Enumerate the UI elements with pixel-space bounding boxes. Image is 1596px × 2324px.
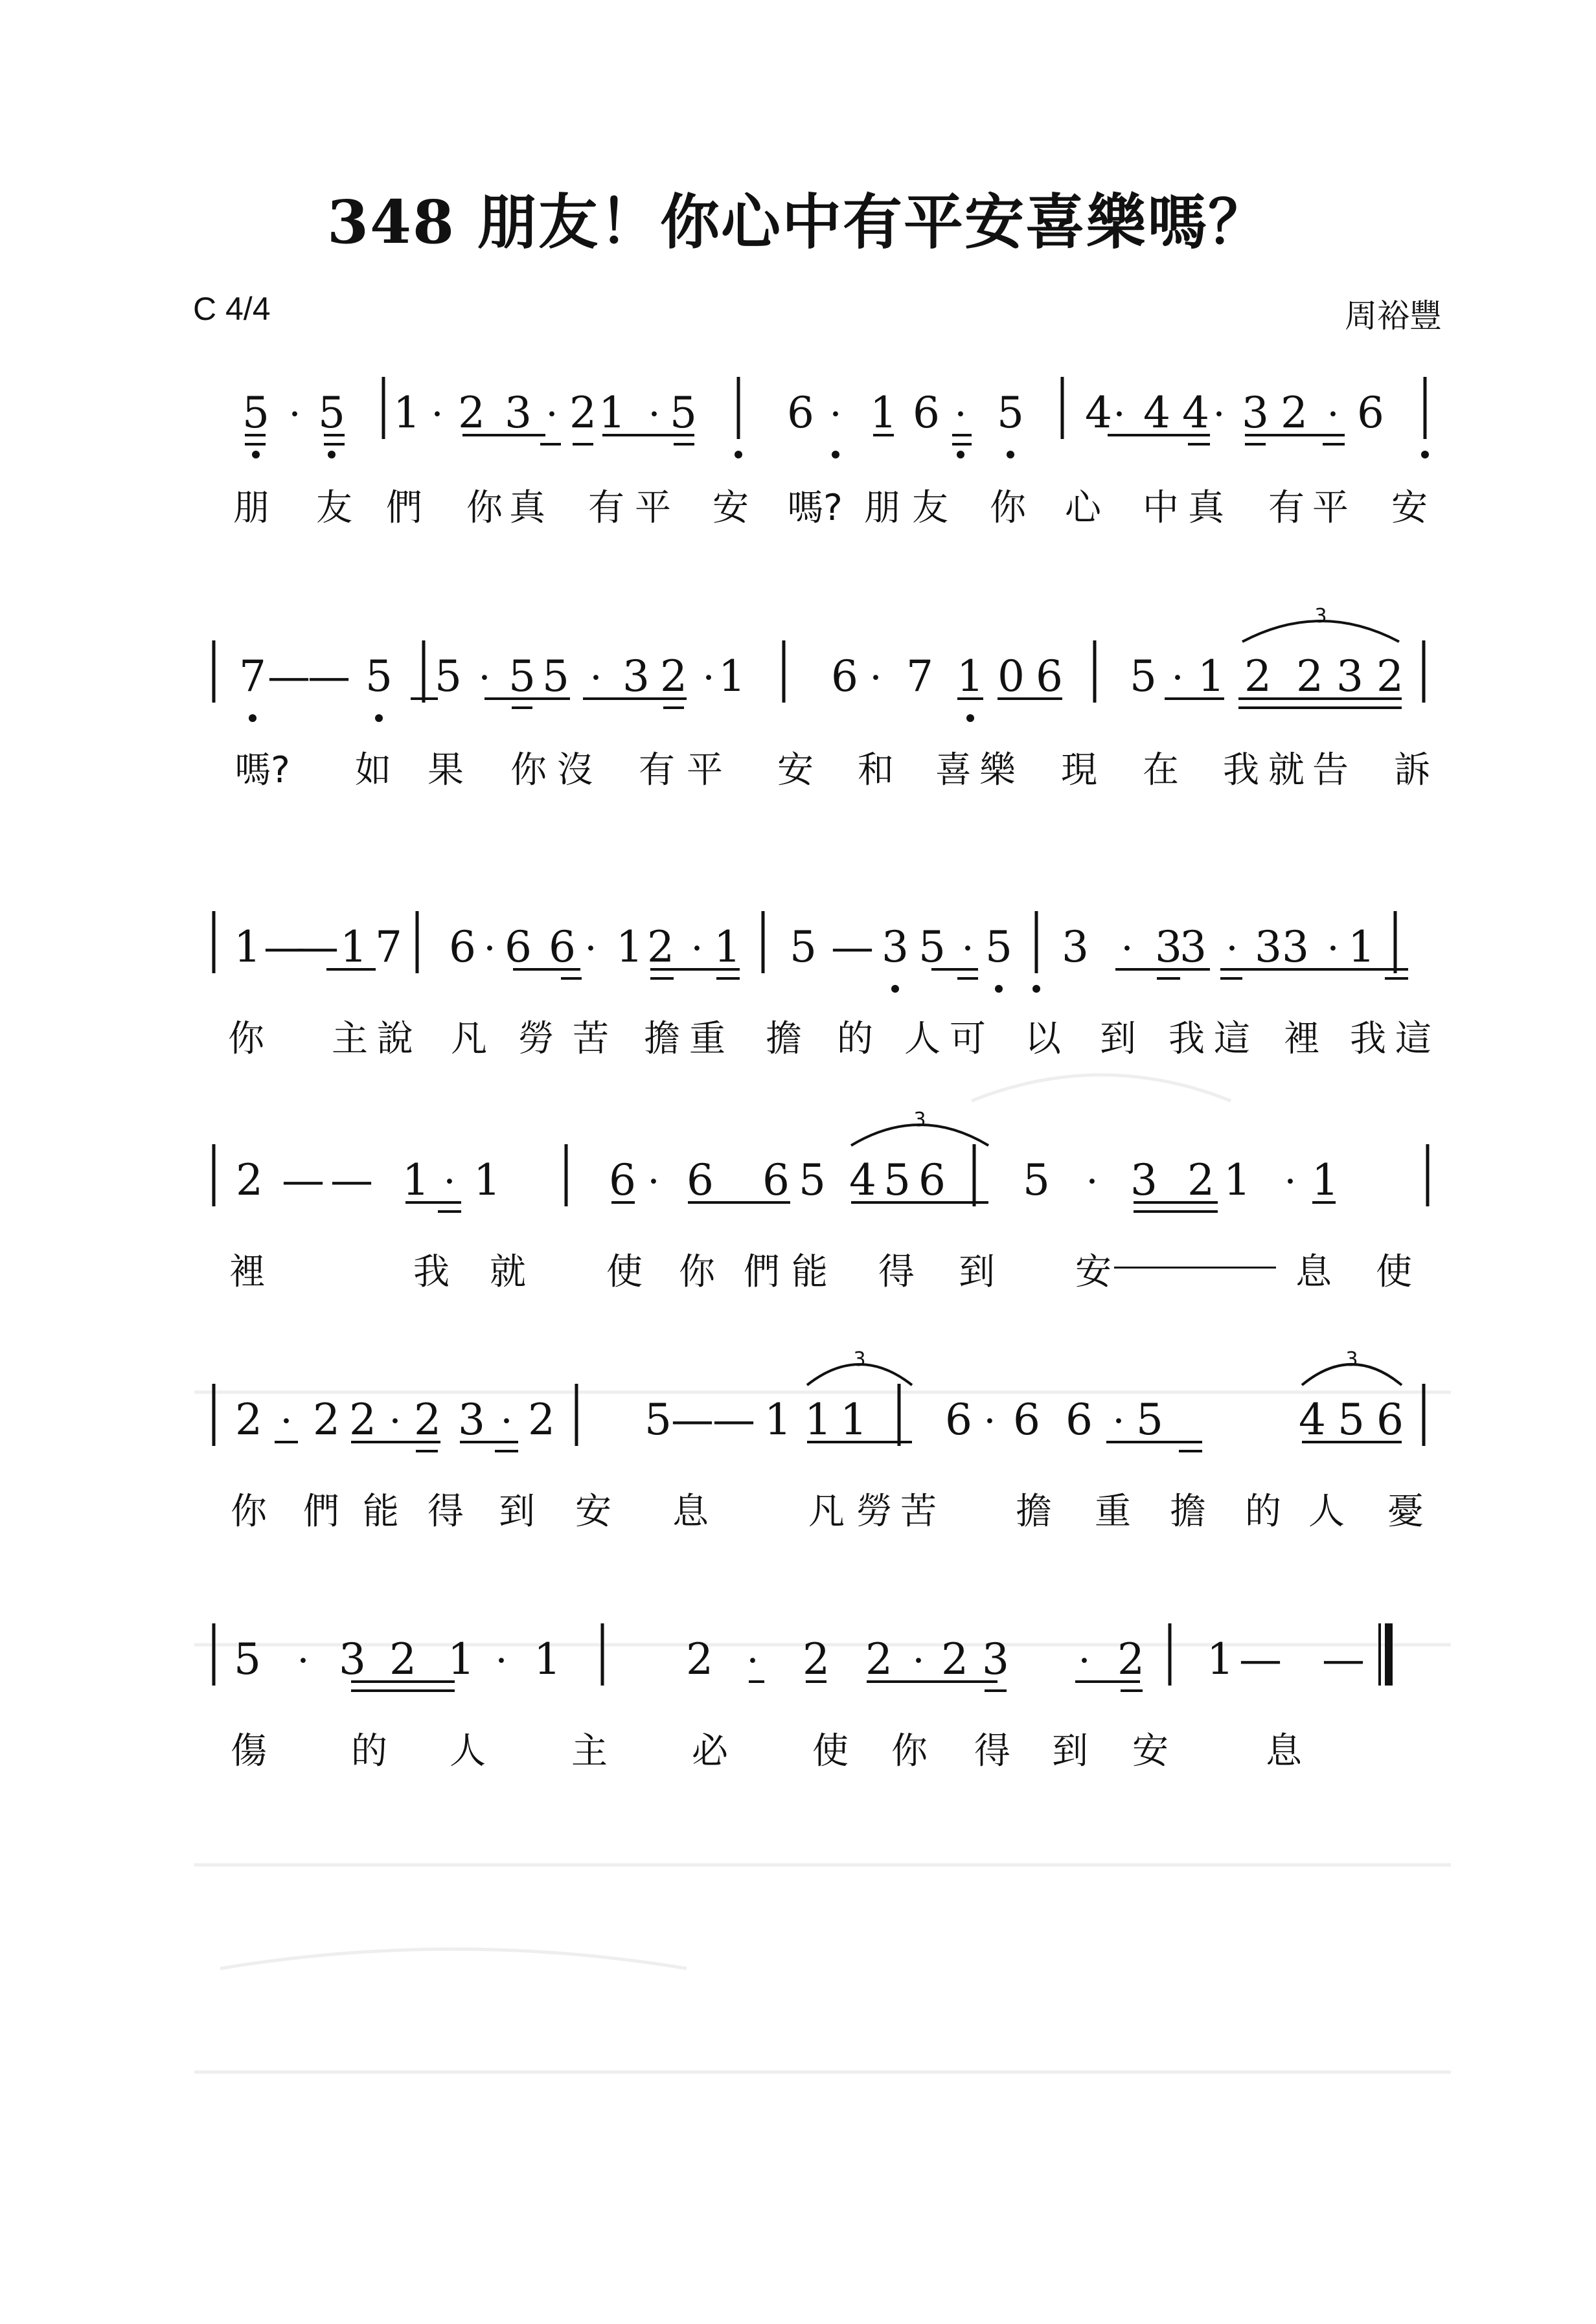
lyric-syllable: 擔 — [1016, 1491, 1052, 1533]
note: 2 — [458, 388, 485, 438]
lyric-syllable: 的 — [837, 1018, 873, 1060]
dot-mark: · — [647, 1159, 660, 1204]
note: 6 — [609, 1155, 636, 1205]
lyric-syllable: 擔 — [766, 1018, 802, 1060]
note: 2 — [686, 1634, 713, 1684]
lyric-syllable: 勞 — [518, 1018, 554, 1060]
note: 7 — [375, 922, 402, 972]
note: 2 — [660, 651, 687, 701]
note: 6 — [913, 388, 940, 438]
note: 5 — [1338, 1395, 1365, 1445]
lyric-syllable: 就 — [1268, 749, 1305, 791]
note: 1 — [1312, 1155, 1339, 1205]
lyric-syllable: 人 — [450, 1730, 486, 1772]
lyric-syllable: 安 — [777, 749, 814, 791]
note: 2 — [235, 1395, 262, 1445]
note: 4 — [1143, 388, 1170, 438]
lyric-syllable: 擔 — [1170, 1491, 1206, 1533]
dash-mark: — — [1322, 1634, 1365, 1684]
lyric-syllable: 能 — [363, 1491, 399, 1533]
note: 2 — [236, 1155, 263, 1205]
dot-mark: · — [297, 1638, 310, 1684]
note: 1 — [718, 651, 746, 701]
note: 2 — [1244, 651, 1271, 701]
note: 2 — [313, 1395, 340, 1445]
dot-mark: · — [584, 926, 597, 971]
lyric-syllable: 可 — [950, 1018, 986, 1060]
note: 4 — [1182, 388, 1209, 438]
note: 1 — [234, 922, 261, 972]
note: 1 — [1348, 922, 1375, 972]
lyric-syllable: 得 — [428, 1491, 464, 1533]
note: 3 — [1255, 922, 1282, 972]
note: 5 — [234, 1634, 261, 1684]
note: 6 — [1036, 651, 1063, 701]
dash-mark: — — [264, 922, 306, 972]
note: 1 — [804, 1395, 832, 1445]
note: 0 — [998, 651, 1025, 701]
lyric-syllable: 的 — [1245, 1491, 1281, 1533]
lyric-syllable: 必 — [692, 1730, 728, 1772]
lyric-syllable: 息 — [1266, 1730, 1302, 1772]
dot-mark: · — [1112, 1399, 1125, 1444]
lyric-syllable: 主 — [571, 1730, 608, 1772]
lyric-syllable: 得 — [878, 1251, 915, 1293]
note: 5 — [918, 922, 946, 972]
dot-mark: · — [589, 655, 602, 701]
lyric-syllable: 友 — [316, 487, 352, 529]
dot-mark: · — [280, 1399, 293, 1444]
dot-mark: · — [478, 655, 491, 701]
lyric-syllable: 真 — [509, 487, 545, 529]
note: 1 — [714, 922, 741, 972]
note: 3 — [1336, 651, 1363, 701]
lyric-syllable: 樂 — [979, 749, 1016, 791]
low-octave-dot — [252, 451, 260, 458]
note: 4 — [849, 1155, 876, 1205]
dot-mark: · — [288, 392, 301, 437]
lyric-syllable: 安 — [1391, 487, 1428, 529]
tuplet-number: 3 — [1345, 1348, 1358, 1371]
lyric-syllable: 到 — [1100, 1018, 1136, 1060]
lyric-syllable: 重 — [1095, 1491, 1131, 1533]
lyric-syllable: 使 — [606, 1251, 643, 1293]
hymn-title: 348 朋友！你心中有平安喜樂嗎？ — [326, 187, 1270, 257]
dot-mark: · — [1226, 926, 1238, 971]
lyric-syllable: 裡 — [229, 1251, 266, 1293]
note: 3 — [458, 1395, 485, 1445]
note: 6 — [945, 1395, 972, 1445]
note: 5 — [542, 651, 569, 701]
lyric-syllable: 安 — [712, 487, 749, 529]
dot-mark: · — [961, 926, 974, 971]
lyric-syllable: 到 — [959, 1251, 995, 1293]
note: 6 — [1357, 388, 1384, 438]
note: 5 — [365, 651, 393, 701]
lyric-syllable: 嗎? — [787, 487, 843, 529]
lyric-syllable: 裡 — [1284, 1018, 1320, 1060]
note: 1 — [957, 651, 984, 701]
note: 4 — [1299, 1395, 1326, 1445]
note: 5 — [508, 651, 536, 701]
composer-name: 周裕豐 — [1345, 297, 1442, 335]
note: 2 — [941, 1634, 968, 1684]
dash-mark: — — [296, 922, 339, 972]
note: 5 — [435, 651, 462, 701]
note: 2 — [569, 388, 597, 438]
lyrics-line-4 — [0, 1243, 1596, 1295]
note: 3 — [339, 1634, 366, 1684]
note: 2 — [865, 1634, 893, 1684]
lyric-syllable: 我 — [1223, 749, 1259, 791]
note: 2 — [1281, 388, 1308, 438]
note: 3 — [505, 388, 532, 438]
dot-mark: · — [702, 655, 715, 701]
note: 2 — [1376, 651, 1404, 701]
note: 7 — [239, 651, 266, 701]
dot-mark: · — [746, 1638, 759, 1684]
note: 5 — [242, 388, 269, 438]
lyric-syllable: 息 — [1295, 1251, 1332, 1293]
lyric-syllable: 凡 — [451, 1018, 487, 1060]
tuplet-number: 3 — [913, 1109, 926, 1131]
dot-mark: · — [954, 392, 967, 437]
lyric-syllable: 主 — [332, 1018, 368, 1060]
lyric-syllable: 的 — [351, 1730, 387, 1772]
dash-mark: — — [308, 651, 350, 701]
note: 3 — [1242, 388, 1269, 438]
dot-mark: · — [431, 392, 444, 437]
lyric-syllable: 和 — [858, 749, 894, 791]
lyric-syllable: 平 — [1312, 487, 1349, 529]
lyric-syllable: 告 — [1312, 749, 1349, 791]
lyric-syllable: 你 — [510, 749, 547, 791]
note: 6 — [762, 1155, 790, 1205]
note: 7 — [906, 651, 933, 701]
dot-mark: · — [1086, 1159, 1099, 1204]
lyric-syllable: 中 — [1143, 487, 1179, 529]
dot-mark: · — [1121, 926, 1134, 971]
dot-mark: · — [495, 1638, 508, 1684]
note: 2 — [1187, 1155, 1214, 1205]
note: 1 — [393, 388, 420, 438]
lyric-syllable: 嗎? — [234, 749, 290, 791]
lyric-syllable: 們 — [303, 1491, 339, 1533]
note: 1 — [448, 1634, 475, 1684]
lyric-syllable: 息 — [672, 1491, 709, 1533]
lyric-syllable: 傷 — [231, 1730, 267, 1772]
lyric-syllable: 沒 — [557, 749, 593, 791]
note: 3 — [882, 922, 909, 972]
lyric-syllable: 真 — [1188, 487, 1224, 529]
low-octave-dot — [1032, 985, 1040, 993]
low-octave-dot — [832, 451, 839, 458]
low-octave-dot — [957, 451, 964, 458]
note: 2 — [349, 1395, 376, 1445]
note: 5 — [985, 922, 1012, 972]
lyric-syllable: 如 — [355, 749, 391, 791]
tuplet-number: 3 — [1314, 605, 1327, 627]
note: 5 — [1023, 1155, 1050, 1205]
dash-mark: — — [268, 651, 310, 701]
lyric-syllable: 到 — [1052, 1730, 1088, 1772]
lyric-syllable: 安 — [1075, 1251, 1112, 1293]
dot-mark: · — [869, 655, 882, 701]
note: 6 — [918, 1155, 946, 1205]
lyric-syllable: 能 — [792, 1251, 828, 1293]
lyric-syllable: 憂 — [1387, 1491, 1424, 1533]
lyric-syllable: 擔 — [644, 1018, 680, 1060]
lyric-syllable: 有 — [1268, 487, 1305, 529]
lyric-syllable: 你 — [466, 487, 503, 529]
lyric-syllable: 人 — [1308, 1491, 1345, 1533]
dot-mark: · — [1171, 655, 1184, 701]
note: 1 — [340, 922, 367, 972]
note: 2 — [414, 1395, 441, 1445]
note: 5 — [997, 388, 1024, 438]
lyric-syllable: 我 — [1168, 1018, 1205, 1060]
note: 1 — [616, 922, 643, 972]
note: 5 — [670, 388, 697, 438]
dot-mark: · — [983, 1399, 996, 1444]
dot-mark: · — [1284, 1159, 1297, 1204]
lyric-syllable: 使 — [1376, 1251, 1412, 1293]
dash-mark: — — [282, 1155, 325, 1205]
low-octave-dot — [1421, 451, 1429, 458]
note: 3 — [1155, 922, 1182, 972]
lyric-syllable: 你 — [228, 1018, 264, 1060]
dot-mark: · — [443, 1159, 456, 1204]
lyric-syllable: 喜 — [935, 749, 972, 791]
dash-mark: — — [330, 1155, 373, 1205]
key-signature: C 4/4 — [193, 291, 271, 327]
note: 6 — [549, 922, 576, 972]
lyric-syllable: 你 — [679, 1251, 715, 1293]
lyric-syllable: 平 — [635, 487, 671, 529]
note: 6 — [1013, 1395, 1040, 1445]
lyric-syllable: 就 — [490, 1251, 526, 1293]
lyric-syllable: 這 — [1395, 1018, 1431, 1060]
note: 1 — [870, 388, 897, 438]
lyric-syllable: 我 — [413, 1251, 450, 1293]
lyric-syllable: 在 — [1143, 749, 1179, 791]
lyric-syllable: 朋 — [864, 487, 900, 529]
lyric-syllable: 勞 — [856, 1491, 893, 1533]
note: 5 — [318, 388, 345, 438]
dot-mark: · — [1113, 392, 1126, 437]
dash-mark: — — [712, 1395, 755, 1445]
lyric-syllable: 朋 — [233, 487, 269, 529]
dot-mark: · — [829, 392, 842, 437]
note: 6 — [505, 922, 532, 972]
note: 1 — [402, 1155, 429, 1205]
lyric-syllable: 你 — [891, 1730, 928, 1772]
note: 5 — [1130, 651, 1157, 701]
dot-mark: · — [1327, 392, 1340, 437]
note: 1 — [764, 1395, 792, 1445]
note: 5 — [644, 1395, 672, 1445]
dot-mark: · — [690, 926, 703, 971]
lyric-syllable: 以 — [1025, 1018, 1061, 1060]
dash-mark: — — [831, 922, 874, 972]
note: 1 — [1198, 651, 1225, 701]
dash-mark: — — [671, 1395, 714, 1445]
lyric-syllable: 安 — [575, 1491, 611, 1533]
note: 1 — [534, 1634, 561, 1684]
lyrics-line-6 — [0, 1722, 1596, 1774]
lyric-syllable: 有 — [588, 487, 624, 529]
dash-mark: — — [1239, 1634, 1282, 1684]
lyric-syllable: 們 — [744, 1251, 780, 1293]
note: 2 — [528, 1395, 555, 1445]
low-octave-dot — [735, 451, 742, 458]
lyric-syllable: 友 — [912, 487, 948, 529]
lyric-extension-line — [1114, 1267, 1276, 1269]
note: 6 — [1376, 1395, 1404, 1445]
note: 2 — [1296, 651, 1323, 701]
low-octave-dot — [375, 714, 383, 722]
note: 1 — [473, 1155, 501, 1205]
note: 1 — [1207, 1634, 1234, 1684]
low-octave-dot — [966, 714, 974, 722]
lyrics-line-5 — [0, 1483, 1596, 1535]
lyric-syllable: 你 — [231, 1491, 267, 1533]
lyrics-line-3 — [0, 1010, 1596, 1062]
note: 6 — [787, 388, 814, 438]
lyric-syllable: 有 — [639, 749, 675, 791]
dot-mark: · — [389, 1399, 402, 1444]
note: 4 — [1085, 388, 1112, 438]
note: 6 — [1066, 1395, 1093, 1445]
lyrics-line-1 — [0, 479, 1596, 531]
lyric-syllable: 說 — [377, 1018, 413, 1060]
dot-mark: · — [1213, 392, 1226, 437]
lyric-syllable: 心 — [1065, 487, 1101, 529]
lyric-syllable: 使 — [812, 1730, 849, 1772]
lyric-syllable: 這 — [1214, 1018, 1250, 1060]
dot-mark: · — [648, 392, 661, 437]
note: 1 — [1224, 1155, 1251, 1205]
lyric-syllable: 凡 — [808, 1491, 845, 1533]
lyric-syllable: 你 — [990, 487, 1026, 529]
dot-mark: · — [912, 1638, 925, 1684]
lyric-syllable: 現 — [1061, 749, 1097, 791]
lyric-syllable: 人 — [904, 1018, 940, 1060]
note: 3 — [1130, 1155, 1157, 1205]
lyric-syllable: 們 — [386, 487, 422, 529]
lyric-syllable: 安 — [1132, 1730, 1168, 1772]
note: 6 — [831, 651, 858, 701]
note: 3 — [1282, 922, 1309, 972]
lyric-syllable: 得 — [974, 1730, 1010, 1772]
note: 6 — [449, 922, 476, 972]
tuplet-number: 3 — [853, 1348, 866, 1371]
note: 2 — [1117, 1634, 1145, 1684]
dot-mark: · — [545, 392, 558, 437]
note: 3 — [1180, 922, 1207, 972]
dot-mark: · — [1078, 1638, 1091, 1684]
low-octave-dot — [328, 451, 336, 458]
low-octave-dot — [1007, 451, 1014, 458]
dot-mark: · — [1327, 926, 1340, 971]
note: 1 — [840, 1395, 867, 1445]
note: 5 — [799, 1155, 826, 1205]
note: 2 — [647, 922, 674, 972]
lyric-syllable: 果 — [428, 749, 464, 791]
note: 3 — [1062, 922, 1089, 972]
dot-mark: · — [500, 1399, 513, 1444]
lyric-syllable: 苦 — [900, 1491, 937, 1533]
lyric-syllable: 苦 — [573, 1018, 609, 1060]
note: 2 — [803, 1634, 830, 1684]
lyrics-line-2 — [0, 741, 1596, 793]
note: 5 — [1136, 1395, 1163, 1445]
note: 3 — [622, 651, 650, 701]
lyric-syllable: 訴 — [1394, 749, 1430, 791]
low-octave-dot — [995, 985, 1003, 993]
dot-mark: · — [483, 926, 496, 971]
note: 3 — [982, 1634, 1009, 1684]
note: 1 — [598, 388, 626, 438]
lyric-syllable: 我 — [1350, 1018, 1386, 1060]
note: 6 — [687, 1155, 714, 1205]
note: 2 — [389, 1634, 416, 1684]
lyric-syllable: 重 — [689, 1018, 725, 1060]
lyric-syllable: 平 — [687, 749, 723, 791]
low-octave-dot — [891, 985, 899, 993]
lyric-syllable: 到 — [499, 1491, 535, 1533]
note: 5 — [884, 1155, 911, 1205]
note: 5 — [790, 922, 817, 972]
low-octave-dot — [249, 714, 256, 722]
